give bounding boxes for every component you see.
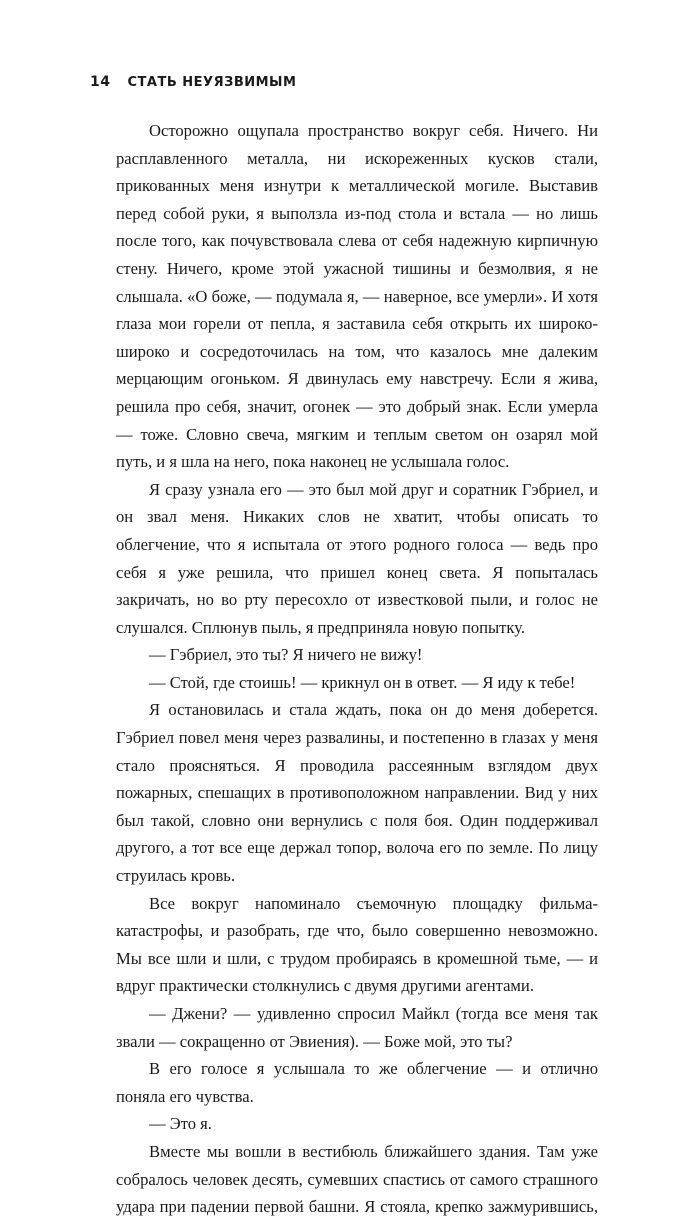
body-text	[116, 117, 598, 1221]
dialogue-line: — Стой, где стоишь! — крикнул он в ответ. — Я иду к тебе!	[149, 672, 576, 692]
paragraph: Я сразу узнала его — это был мой друг и соратник Гэбриел, и он звал меня. Никаких слов не хватит, чтобы описать то облегчение, что я испытала от этого родного голоса — ведь про себя я уже решила, что пришел конец света. Я попыталась закричать, но во рту пересохло от известковой пыли, и голос не слушался. Сплюнув пыль, я предприняла новую попытку.	[116, 479, 598, 637]
running-title: СТАТЬ НЕУЯЗВИМЫМ	[127, 75, 297, 90]
paragraph: Все вокруг напоминало съемочную площадку фильма-катастрофы, и разобрать, где что, было совершенно невозможно. Мы все шли и шли, с трудом пробираясь в кромешной тьме, — и вдруг практически столкнулись с двумя другими агентами.	[116, 893, 598, 996]
running-header	[90, 74, 296, 90]
paragraph: Вместе мы вошли в вестибюль ближайшего здания. Там уже собралось человек десять, сумевших спастись от самого страшного удара при падении первой башни. Я стояла, крепко зажмурившись,	[116, 1141, 598, 1217]
dialogue-line: — Джени? — удивленно спросил Майкл (тогда все меня так звали — сокращенно от Эвиения). — Боже мой, это ты?	[116, 1004, 598, 1051]
paragraph: В его голосе я услышала то же облегчение — и отлично поняла его чувства.	[116, 1059, 598, 1106]
paragraph: Я остановилась и стала ждать, пока он до меня доберется. Гэбриел повел меня через развалины, и постепенно в глазах у меня стало проясняться. Я проводила рассеянным взглядом двух пожарных, спешащих в противоположном направлении. Вид у них был такой, словно они вернулись с поля боя. Один поддерживал другого, а тот все еще держал топор, волоча его по земле. По лицу струилась кровь.	[116, 700, 598, 886]
page-number: 14	[90, 74, 111, 90]
paragraph: Осторожно ощупала пространство вокруг себя. Ничего. Ни расплавленного металла, ни искореженных кусков стали, прикованных меня изнутри к металлической могиле. Выставив перед собой руки, я выползла из-под стола и встала — но лишь после того, как почувствовала слева от себя надежную кирпичную стену. Ничего, кроме этой ужасной тишины и безмолвия, я не слышала. «О боже, — подумала я, — наверное, все умерли». И хотя глаза мои горели от пепла, я заставила себя открыть их широко-широко и сосредоточилась на том, что казалось мне далеким мерцающим огоньком. Я двинулась ему навстречу. Если я жива, решила про себя, значит, огонек — это добрый знак. Если умерла — тоже. Словно свеча, мягким и теплым светом он озарял мой путь, и я шла на него, пока наконец не услышала голос.	[116, 121, 598, 472]
dialogue-line: — Это я.	[149, 1114, 212, 1134]
dialogue-line: — Гэбриел, это ты? Я ничего не вижу!	[149, 645, 423, 665]
